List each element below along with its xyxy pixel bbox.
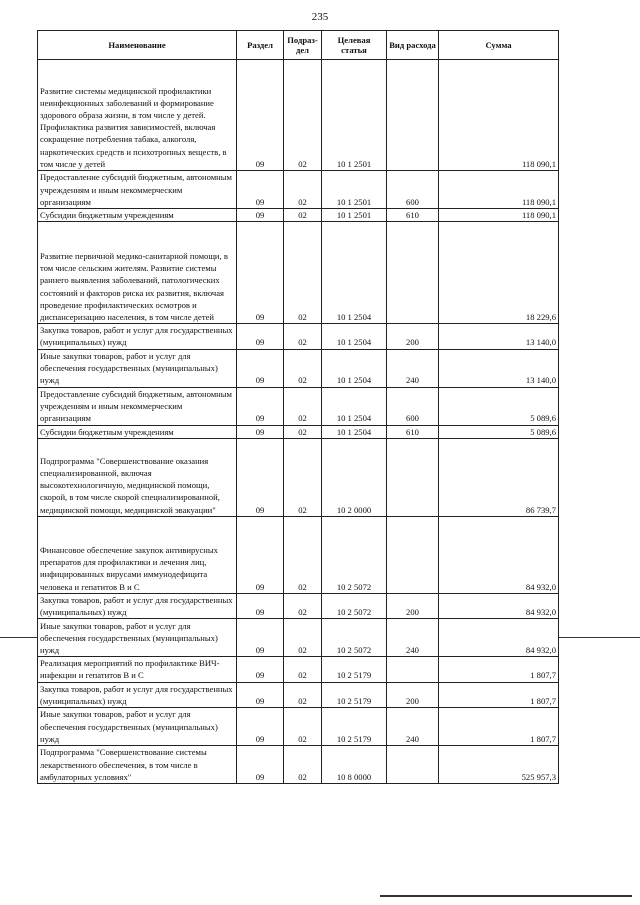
row-article: 10 2 0000 (322, 438, 387, 516)
row-type (387, 516, 439, 593)
row-sum: 13 140,0 (439, 349, 559, 387)
row-sum: 1 807,7 (439, 657, 559, 682)
row-subsection: 02 (284, 438, 322, 516)
table-row (38, 516, 559, 593)
row-article: 10 1 2504 (322, 387, 387, 425)
row-type (387, 746, 439, 784)
row-type (387, 60, 439, 171)
row-article: 10 1 2501 (322, 60, 387, 171)
row-type (387, 222, 439, 324)
header-article: Целевая статья (322, 31, 387, 60)
row-article: 10 2 5179 (322, 708, 387, 746)
row-name: Иные закупки товаров, работ и услуг для обеспечения государственных (муниципальных) нужд (38, 349, 237, 387)
row-name: Закупка товаров, работ и услуг для государственных (муниципальных) нужд (38, 324, 237, 349)
row-sum: 118 090,1 (439, 171, 559, 209)
table-row (38, 593, 559, 618)
row-section: 09 (237, 438, 284, 516)
row-section: 09 (237, 60, 284, 171)
row-type: 600 (387, 387, 439, 425)
row-section: 09 (237, 324, 284, 349)
table-row (38, 708, 559, 746)
row-sum: 18 229,6 (439, 222, 559, 324)
row-type: 240 (387, 708, 439, 746)
row-sum: 1 807,7 (439, 708, 559, 746)
scan-artifact-line (0, 637, 38, 638)
row-section: 09 (237, 349, 284, 387)
table-row (38, 682, 559, 707)
table-row (38, 209, 559, 222)
row-section: 09 (237, 516, 284, 593)
row-article: 10 1 2504 (322, 425, 387, 438)
row-article: 10 2 5072 (322, 619, 387, 657)
row-article: 10 8 0000 (322, 746, 387, 784)
table-row (38, 657, 559, 682)
row-name: Развитие системы медицинской профилактики неинфекционных заболеваний и формирование здорового образа жизни, в том числе у детей. Профилактика развития зависимостей, включая сокращение потребления табака, алкоголя, наркотических средств и психотропных веществ, в том числе у детей (38, 60, 237, 171)
row-name: Закупка товаров, работ и услуг для государственных (муниципальных) нужд (38, 682, 237, 707)
header-row (38, 31, 559, 60)
row-subsection: 02 (284, 222, 322, 324)
row-name: Закупка товаров, работ и услуг для государственных (муниципальных) нужд (38, 593, 237, 618)
row-section: 09 (237, 209, 284, 222)
table-row (38, 171, 559, 209)
row-article: 10 1 2504 (322, 349, 387, 387)
row-type: 610 (387, 209, 439, 222)
table-header (38, 31, 559, 60)
row-type: 200 (387, 682, 439, 707)
table-row (38, 746, 559, 784)
row-subsection: 02 (284, 682, 322, 707)
row-type: 200 (387, 593, 439, 618)
table-row (38, 387, 559, 425)
header-name: Наименование (38, 31, 237, 60)
header-subsection: Подраз-дел (284, 31, 322, 60)
row-name: Подпрограмма "Совершенствование системы лекарственного обеспечения, в том числе в амбулаторных условиях" (38, 746, 237, 784)
table-row (38, 222, 559, 324)
row-type: 200 (387, 324, 439, 349)
row-type: 240 (387, 619, 439, 657)
row-type: 610 (387, 425, 439, 438)
row-type (387, 657, 439, 682)
header-sum: Сумма (439, 31, 559, 60)
row-name: Предоставление субсидий бюджетным, автономным учреждениям и иным некоммерческим организациям (38, 387, 237, 425)
row-sum: 5 089,6 (439, 425, 559, 438)
row-name: Иные закупки товаров, работ и услуг для обеспечения государственных (муниципальных) нужд (38, 708, 237, 746)
table-row (38, 324, 559, 349)
row-sum: 84 932,0 (439, 516, 559, 593)
row-sum: 5 089,6 (439, 387, 559, 425)
page-number: 235 (311, 11, 329, 23)
row-subsection: 02 (284, 619, 322, 657)
row-type: 600 (387, 171, 439, 209)
row-sum: 1 807,7 (439, 682, 559, 707)
row-sum: 525 957,3 (439, 746, 559, 784)
row-subsection: 02 (284, 324, 322, 349)
row-name: Развитие первичной медико-санитарной помощи, в том числе сельским жителям. Развитие системы раннего выявления заболеваний, патологических состояний и факторов риска их развития, включая проведение профилактических осмотров и диспансеризацию населения, в том числе детей (38, 222, 237, 324)
row-subsection: 02 (284, 657, 322, 682)
budget-table (37, 30, 559, 784)
row-section: 09 (237, 593, 284, 618)
row-subsection: 02 (284, 171, 322, 209)
header-type: Вид расхода (387, 31, 439, 60)
row-section: 09 (237, 387, 284, 425)
header-section: Раздел (237, 31, 284, 60)
row-section: 09 (237, 425, 284, 438)
row-name: Субсидии бюджетным учреждениям (38, 425, 237, 438)
row-article: 10 2 5179 (322, 682, 387, 707)
row-section: 09 (237, 682, 284, 707)
row-article: 10 2 5179 (322, 657, 387, 682)
row-sum: 118 090,1 (439, 209, 559, 222)
row-article: 10 1 2504 (322, 222, 387, 324)
row-subsection: 02 (284, 708, 322, 746)
row-sum: 86 739,7 (439, 438, 559, 516)
table-row (38, 438, 559, 516)
row-subsection: 02 (284, 60, 322, 171)
table-row (38, 425, 559, 438)
table-row (38, 60, 559, 171)
row-name: Финансовое обеспечение закупок антивирусных препаратов для профилактики и лечения лиц, инфицированных вирусами иммунодефицита человека и гепатитов В и С (38, 516, 237, 593)
table-body (38, 60, 559, 784)
table-row (38, 349, 559, 387)
row-section: 09 (237, 619, 284, 657)
row-subsection: 02 (284, 387, 322, 425)
row-sum: 118 090,1 (439, 60, 559, 171)
scan-artifact-line (380, 895, 632, 897)
row-type: 240 (387, 349, 439, 387)
row-article: 10 1 2504 (322, 324, 387, 349)
row-article: 10 1 2501 (322, 171, 387, 209)
row-name: Реализация мероприятий по профилактике ВИЧ-инфекции и гепатитов В и С (38, 657, 237, 682)
row-article: 10 2 5072 (322, 516, 387, 593)
row-subsection: 02 (284, 349, 322, 387)
row-name: Субсидии бюджетным учреждениям (38, 209, 237, 222)
row-section: 09 (237, 708, 284, 746)
row-sum: 84 932,0 (439, 619, 559, 657)
row-subsection: 02 (284, 593, 322, 618)
row-section: 09 (237, 171, 284, 209)
table-row (38, 619, 559, 657)
row-subsection: 02 (284, 746, 322, 784)
row-section: 09 (237, 222, 284, 324)
scan-artifact-line (558, 637, 640, 638)
row-name: Предоставление субсидий бюджетным, автономным учреждениям и иным некоммерческим организациям (38, 171, 237, 209)
row-sum: 13 140,0 (439, 324, 559, 349)
row-name: Подпрограмма "Совершенствование оказания специализированной, включая высокотехнологичную, медицинской помощи, скорой, в том числе скорой специализированной, медицинской помощи, медицинской эвакуации" (38, 438, 237, 516)
row-subsection: 02 (284, 209, 322, 222)
row-type (387, 438, 439, 516)
row-article: 10 2 5072 (322, 593, 387, 618)
row-name: Иные закупки товаров, работ и услуг для обеспечения государственных (муниципальных) нужд (38, 619, 237, 657)
row-section: 09 (237, 746, 284, 784)
row-sum: 84 932,0 (439, 593, 559, 618)
row-subsection: 02 (284, 425, 322, 438)
row-subsection: 02 (284, 516, 322, 593)
row-article: 10 1 2501 (322, 209, 387, 222)
row-section: 09 (237, 657, 284, 682)
